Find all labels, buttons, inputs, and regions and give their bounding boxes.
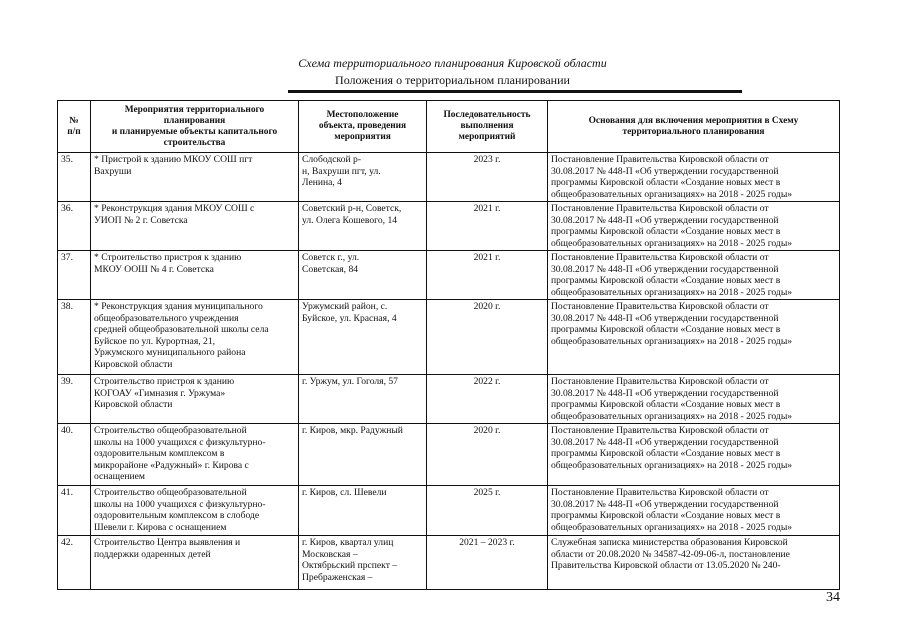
table-row [58, 202, 840, 251]
column-header-number: № п/п [58, 101, 91, 153]
row-basis: Постановление Правительства Кировской области от 30.08.2017 № 448-П «Об утверждении государственной программы Кировской области «Создание новых мест в общеобразовательных организациях» на 2018 - 2025 годы» [548, 251, 840, 300]
row-location: Советский р-н, Советск, ул. Олега Кошевого, 14 [299, 202, 427, 251]
column-header-location: Местоположение объекта, проведения мероприятия [299, 101, 427, 153]
row-sequence: 2020 г. [427, 300, 548, 375]
table-header-row [58, 101, 840, 153]
row-event: Строительство Центра выявления и поддержки одаренных детей [91, 536, 299, 590]
row-number: 42. [58, 536, 91, 590]
row-location: г. Уржум, ул. Гоголя, 57 [299, 375, 427, 424]
planning-table [57, 100, 840, 590]
table-row [58, 300, 840, 375]
row-location: Слободской р- н, Вахруши пгт, ул. Ленина, 4 [299, 153, 427, 202]
row-event: Строительство общеобразовательной школы на 1000 учащихся с физкультурно- оздоровительным комплексом в микрорайоне «Радужный» г. Кирова с оснащением [91, 424, 299, 486]
row-event: * Строительство пристроя к зданию МКОУ ООШ № 4 г. Советска [91, 251, 299, 300]
row-event: Строительство общеобразовательной школы на 1000 учащихся с физкультурно- оздоровительным комплексом в слободе Шевели г. Кирова с оснащением [91, 486, 299, 536]
row-basis: Постановление Правительства Кировской области от 30.08.2017 № 448-П «Об утверждении государственной программы Кировской области «Создание новых мест в общеобразовательных организациях» на 2018 - 2025 годы» [548, 300, 840, 375]
row-sequence: 2023 г. [427, 153, 548, 202]
row-sequence: 2021 г. [427, 202, 548, 251]
row-number: 37. [58, 251, 91, 300]
row-location: Советск г., ул. Советская, 84 [299, 251, 427, 300]
row-number: 36. [58, 202, 91, 251]
row-basis: Постановление Правительства Кировской области от 30.08.2017 № 448-П «Об утверждении государственной программы Кировской области «Создание новых мест в общеобразовательных организациях» на 2018 - 2025 годы» [548, 486, 840, 536]
table-row [58, 536, 840, 590]
row-basis: Постановление Правительства Кировской области от 30.08.2017 № 448-П «Об утверждении государственной программы Кировской области «Создание новых мест в общеобразовательных организациях» на 2018 - 2025 годы» [548, 153, 840, 202]
row-location: г. Киров, квартал улиц Московская – Октябрьский прспект – Пребраженская – [299, 536, 427, 590]
column-header-sequence: Последовательность выполнения мероприятий [427, 101, 548, 153]
row-location: г. Киров, сл. Шевели [299, 486, 427, 536]
row-basis: Служебная записка министерства образования Кировской области от 20.08.2020 № 34587-42-09-06-л, постановление Правительства Кировской области от 13.05.2020 № 240- [548, 536, 840, 590]
row-sequence: 2025 г. [427, 486, 548, 536]
row-sequence: 2021 – 2023 г. [427, 536, 548, 590]
table-row [58, 424, 840, 486]
row-basis: Постановление Правительства Кировской области от 30.08.2017 № 448-П «Об утверждении государственной программы Кировской области «Создание новых мест в общеобразовательных организациях» на 2018 - 2025 годы» [548, 375, 840, 424]
document-subtitle: Положения о территориальном планировании [335, 73, 570, 87]
page-number: 34 [826, 590, 840, 605]
row-number: 39. [58, 375, 91, 424]
row-basis: Постановление Правительства Кировской области от 30.08.2017 № 448-П «Об утверждении государственной программы Кировской области «Создание новых мест в общеобразовательных организациях» на 2018 - 2025 годы» [548, 424, 840, 486]
row-event: * Реконструкция здания МКОУ СОШ с УИОП № 2 г. Советска [91, 202, 299, 251]
table-row [58, 251, 840, 300]
column-header-basis: Основания для включения мероприятия в Схему территориального планирования [548, 101, 840, 153]
table-row [58, 375, 840, 424]
row-location: Уржумский район, с. Буйское, ул. Красная, 4 [299, 300, 427, 375]
row-number: 41. [58, 486, 91, 536]
row-event: * Реконструкция здания муниципального общеобразовательного учреждения средней общеобразовательной школы села Буйское по ул. Курортная, 21, Уржумского муниципального района Кировской области [91, 300, 299, 375]
table-row [58, 153, 840, 202]
row-number: 38. [58, 300, 91, 375]
row-sequence: 2021 г. [427, 251, 548, 300]
row-event: * Пристрой к зданию МКОУ СОШ пгт Вахруши [91, 153, 299, 202]
row-location: г. Киров, мкр. Радужный [299, 424, 427, 486]
column-header-event: Мероприятия территориального планирования и планируемые объекты капитального строительства [91, 101, 299, 153]
row-basis: Постановление Правительства Кировской области от 30.08.2017 № 448-П «Об утверждении государственной программы Кировской области «Создание новых мест в общеобразовательных организациях» на 2018 - 2025 годы» [548, 202, 840, 251]
row-sequence: 2022 г. [427, 375, 548, 424]
row-number: 35. [58, 153, 91, 202]
row-sequence: 2020 г. [427, 424, 548, 486]
row-number: 40. [58, 424, 91, 486]
document-title: Схема территориального планирования Кировской области [298, 56, 607, 70]
table-row [58, 486, 840, 536]
row-event: Строительство пристроя к зданию КОГОАУ «Гимназия г. Уржума» Кировской области [91, 375, 299, 424]
header-rule [288, 90, 742, 93]
